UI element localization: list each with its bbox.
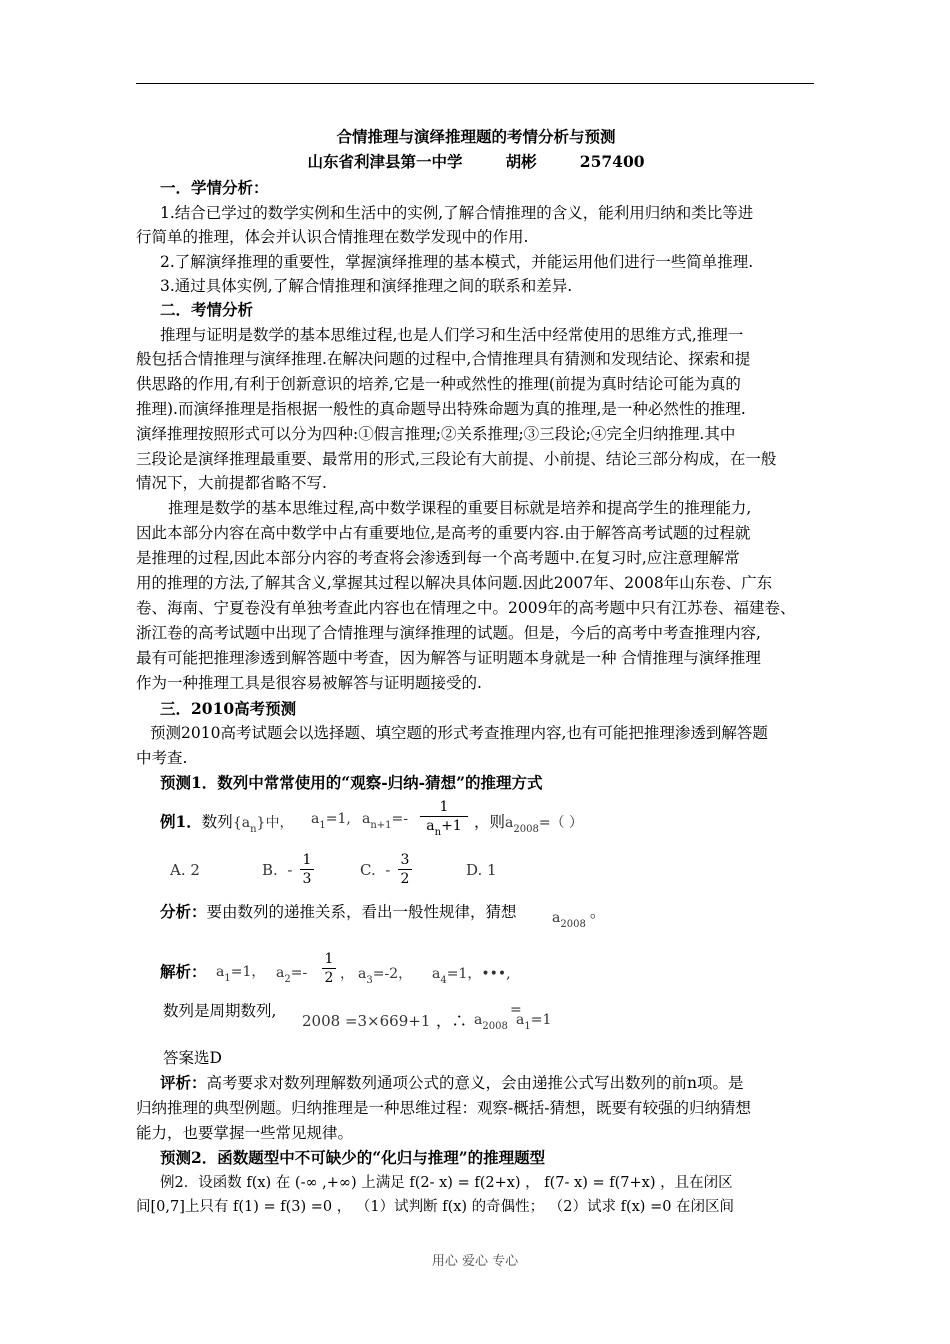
s2-p2-line: 浙江卷的高考试题中出现了合情推理与演绎推理的试题。但是，今后的高考中考查推理内容, — [136, 624, 761, 642]
periodic-a1: $a_1=1$ — [516, 1012, 552, 1032]
s2-p2-line: 推理是数学的基本思维过程,高中数学课程的重要目标就是培养和提高学生的推理能力, — [168, 499, 752, 517]
section-3-heading: 三．2010高考预测 — [160, 699, 297, 718]
s2-p2-line: 作为一种推理工具是很容易被解答与证明题接受的. — [136, 674, 482, 692]
sol-sep: ， — [340, 966, 354, 982]
sol-a2-fraction: 1 2 — [322, 951, 336, 986]
eq-an: $a_{n+1}=-$ — [362, 811, 409, 831]
solution-label: 解析： — [160, 962, 207, 981]
fraction: 1 $a_n+1$ — [420, 799, 468, 836]
analysis-text: 要由数列的递推关系，看出一般性规律，猜想 — [206, 903, 517, 921]
option-b: B. - — [262, 861, 293, 879]
sol-a2: $a_2=-$ — [276, 965, 308, 985]
analysis — [160, 901, 840, 923]
analysis-a2008: $a_{2008}$ — [552, 910, 586, 930]
prediction-2-heading: 预测2．函数题型中不可缺少的“化归与推理”的推理题型 — [160, 1148, 546, 1167]
doc-title: 合情推理与演绎推理题的考情分析与预测 — [336, 127, 616, 146]
periodic-eq: 2008 =3×669+1 — [302, 1012, 431, 1030]
subscript: n — [250, 824, 257, 835]
s2-p2-line: 因此本部分内容在高中数学中占有重要地位,是高考的重要内容.由于解答高考试题的过程就 — [136, 524, 751, 542]
example-2-line: 例2．设函数 f(x) 在 (-∞ ,+∞) 上满足 f(2- x) = f(2+x) ， f(7- x) = f(7+x) ，且在闭区 — [160, 1175, 733, 1191]
section-2-heading: 二．考情分析 — [160, 300, 254, 319]
s2-p1-line: 推理与证明是数学的基本思维过程,也是人们学习和生活中经常使用的思维方式,推理一 — [160, 326, 744, 344]
s3-p-line: 预测2010高考试题会以选择题、填空题的形式考查推理内容,也有可能把推理渗透到解答题 — [150, 724, 768, 742]
example-1-tail: ，则$a_{2008}=$（ ） — [474, 813, 584, 835]
option-c-fraction: 3 2 — [398, 852, 412, 887]
option-b-fraction: 1 3 — [300, 852, 314, 887]
analysis-label: 分析： — [160, 902, 207, 921]
s3-p-line: 中考查. — [136, 749, 188, 767]
periodic-eqsign: = — [510, 1002, 522, 1018]
periodic-text: 数列是周期数列, — [163, 1002, 277, 1020]
prediction-1-heading: 预测1．数列中常常使用的“观察-归纳-猜想”的推理方式 — [160, 773, 543, 792]
s1-line: 2.了解演绎推理的重要性，掌握演绎推理的基本模式，并能运用他们进行一些简单推理. — [160, 253, 754, 271]
example-2-line: 间[0,7]上只有 f(1) = f(3) =0 ， （1）试判断 f(x) 的奇偶性； （2）试求 f(x) =0 在闭区间 — [136, 1199, 735, 1215]
header-rule — [136, 83, 814, 84]
answer: 答案选D — [163, 1049, 222, 1067]
comment — [160, 1072, 840, 1094]
s1-line: 1.结合已学过的数学实例和生活中的实例,了解合情推理的含义，能利用归纳和类比等进 — [160, 204, 754, 222]
example-1-text: 数列 — [201, 813, 233, 831]
author-line: 山东省利津县第一中学 胡彬 257400 — [307, 152, 645, 171]
sol-a3: $a_3=-2$， — [358, 966, 413, 986]
s2-p2-line: 最有可能把推理渗透到解答题中考查，因为解答与证明题本身就是一种 合情推理与演绎推理 — [136, 649, 761, 667]
s2-p1-line: 推理).而演绎推理是指根据一般性的真命题导出特殊命题为真的推理,是一种必然性的推理. — [136, 400, 746, 418]
seq-symbol: {a — [232, 815, 251, 831]
sol-a1: $a_1=1$， — [216, 964, 266, 984]
comment-line: 能力，也要掌握一些常见规律。 — [136, 1124, 354, 1142]
comment-text: 高考要求对数列理解数列通项公式的意义，会由递推公式写出数列的前n项。是 — [206, 1074, 744, 1092]
s2-p1-line: 情况下，大前提都省略不写. — [136, 474, 327, 492]
option-d: D. 1 — [466, 861, 497, 879]
comment-line: 归纳推理的典型例题。归纳推理是一种思维过程：观察-概括-猜想，既要有较强的归纳猜想 — [136, 1099, 751, 1117]
s2-p1-line: 演绎推理按照形式可以分为四种:①假言推理;②关系推理;③三段论;④完全归纳推理.其中 — [136, 425, 736, 443]
option-c: C. - — [360, 861, 391, 879]
eq-a1: $a_1=1$, — [311, 811, 351, 831]
seq-close: }中， — [256, 815, 294, 831]
comment-label: 评析： — [160, 1073, 207, 1092]
option-a: A. 2 — [170, 861, 200, 879]
s2-p2-line: 用的推理的方法,了解其含义,掌握其过程以解决具体问题.因此2007年、2008年山东卷、广东 — [136, 574, 773, 592]
sol-a4: $a_4=1$，•••, — [432, 966, 511, 986]
s2-p1-line: 三段论是演绎推理最重要、最常用的形式,三段论有大前提、小前提、结论三部分构成，在一般 — [136, 450, 777, 468]
section-1-heading: 一．学情分析： — [160, 178, 269, 197]
s2-p1-line: 供思路的作用,有利于创新意识的培养,它是一种或然性的推理(前提为真时结论可能为真的 — [136, 375, 741, 393]
periodic-therefore: ，∴ — [436, 1012, 468, 1030]
s1-line: 3.通过具体实例,了解合情推理和演绎推理之间的联系和差异. — [160, 277, 573, 295]
s2-p1-line: 般包括合情推理与演绎推理.在解决问题的过程中,合情推理具有猜测和发现结论、探索和提 — [136, 350, 751, 368]
periodic-a2008: $a_{2008}$ — [474, 1012, 508, 1032]
page-footer: 用心 爱心 专心 — [431, 1254, 519, 1269]
example-1-label: 例1． — [160, 812, 202, 831]
s2-p2-line: 卷、海南、宁夏卷没有单独考查此内容也在情理之中。2009年的高考题中只有江苏卷、福建卷、 — [136, 599, 796, 617]
analysis-end: 。 — [590, 903, 606, 921]
s2-p2-line: 是推理的过程,因此本部分内容的考查将会渗透到每一个高考题中.在复习时,应注意理解常 — [136, 549, 740, 567]
s1-line: 行简单的推理，体会并认识合情推理在数学发现中的作用. — [136, 228, 529, 246]
